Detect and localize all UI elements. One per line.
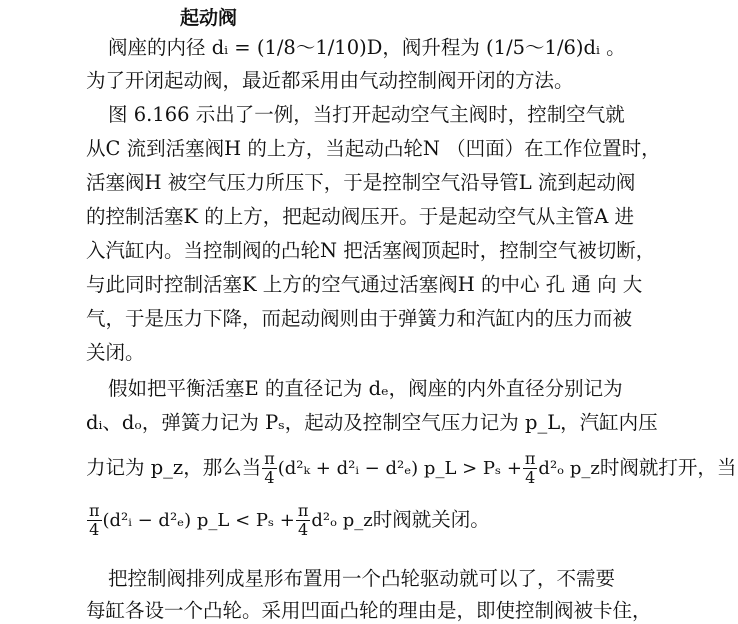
fraction-numerator: π — [89, 501, 100, 520]
paragraph-line: 的控制活塞K 的上方，把起动阀压开。于是起动空气从主管A 进 — [86, 205, 635, 228]
formula-line-open — [86, 448, 736, 489]
paragraph-line: 入汽缸内。当控制阀的凸轮N 把活塞阀顶起时，控制空气被切断， — [86, 239, 656, 262]
fraction-numerator: π — [264, 449, 275, 468]
paragraph-line: 气，于是压力下降，而起动阀则由于弹簧力和汽缸内的压力而被 — [86, 307, 633, 330]
formula-expression: (d²ᵢ − d²ₑ) p_L < Pₛ + — [102, 510, 295, 531]
paragraph-line: 与此同时控制活塞K 上方的空气通过活塞阀H 的中心 孔 通 向 大 — [86, 273, 643, 296]
fraction-denominator: 4 — [298, 520, 309, 539]
paragraph-line: 为了开闭起动阀，最近都采用由气动控制阀开闭的方法。 — [86, 69, 574, 92]
fraction-denominator: 4 — [525, 468, 536, 487]
section-heading: 起动阀 — [180, 7, 238, 29]
paragraph-line: 把控制阀排列成星形布置用一个凸轮驱动就可以了，不需要 — [108, 567, 616, 590]
paragraph-line: 关闭。 — [86, 341, 145, 364]
formula-expression: (d²ₖ + d²ᵢ − d²ₑ) p_L > Pₛ + — [277, 458, 522, 479]
formula-line-close — [86, 500, 490, 541]
paragraph-line: 每缸各设一个凸轮。采用凹面凸轮的理由是，即使控制阀被卡住， — [86, 599, 652, 622]
fraction-denominator: 4 — [264, 468, 275, 487]
formula-suffix: 时阀就关闭。 — [372, 508, 490, 531]
formula-suffix: 时阀就打开，当 — [599, 456, 737, 479]
fraction — [262, 450, 277, 487]
formula-expression: d²ₒ p_z — [538, 458, 600, 479]
fraction-denominator: 4 — [89, 520, 100, 539]
fraction — [296, 502, 311, 539]
fraction — [87, 502, 102, 539]
paragraph-line: 活塞阀H 被空气压力所压下，于是控制空气沿导管L 流到起动阀 — [86, 171, 636, 194]
paragraph-line: 假如把平衡活塞E 的直径记为 dₑ，阀座的内外直径分别记为 — [108, 377, 623, 400]
fraction — [523, 450, 538, 487]
paragraph-line: 从C 流到活塞阀H 的上方，当起动凸轮N （凹面）在工作位置时， — [86, 137, 661, 160]
fraction-numerator: π — [524, 449, 536, 468]
formula-prefix: 力记为 p_z，那么当 — [86, 456, 262, 479]
paragraph-line: dᵢ、dₒ，弹簧力记为 Pₛ，起动及控制空气压力记为 p_L，汽缸内压 — [86, 411, 658, 434]
fraction-numerator: π — [297, 501, 309, 520]
paragraph-line: 图 6.166 示出了一例，当打开起动空气主阀时，控制空气就 — [108, 103, 625, 126]
formula-expression: d²ₒ p_z — [311, 510, 373, 531]
paragraph-line: 阀座的内径 dᵢ = (1/8～1/10)D，阀升程为 (1/5～1/6)dᵢ 。 — [108, 36, 626, 59]
